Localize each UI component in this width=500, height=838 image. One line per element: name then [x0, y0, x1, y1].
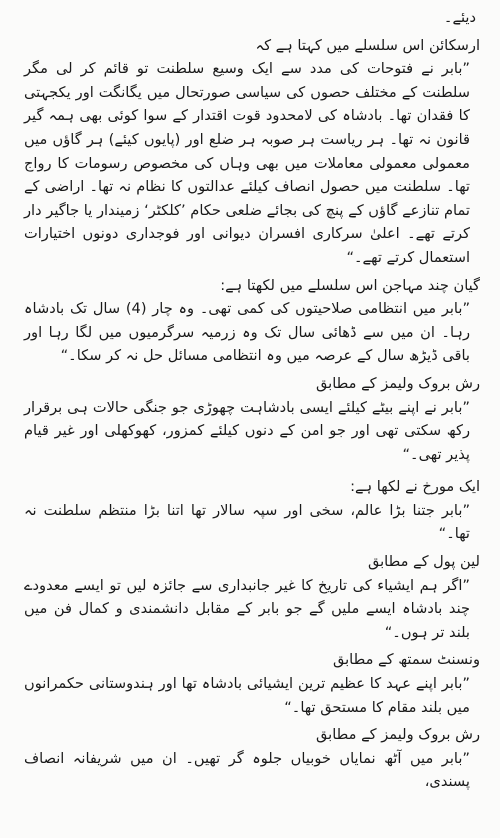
historian-intro: ایک مورخ نے لکھا ہے: — [350, 478, 480, 496]
erskine-intro: ارسکائن اس سلسلے میں کہتا ہے کہ — [255, 36, 480, 54]
rushbrook-second-intro: رش بروک ولیمز کے مطابق — [316, 726, 480, 744]
lanepoole-intro: لین پول کے مطابق — [367, 553, 480, 571]
historian-quote: ”بابر جتنا بڑا عالم، سخی اور سپہ سالار تھا اتنا بڑا منتظم سلطنت نہ تھا۔“ — [24, 501, 470, 543]
rushbrook-intro: رش بروک ولیمز کے مطابق — [316, 374, 480, 392]
smith-quote: ”بابر اپنے عہد کا عظیم ترین ایشیائی بادشاہ تھا اور ہندوستانی حکمرانوں میں بلند مقام کا مستحق تھا۔“ — [24, 675, 470, 716]
smith-intro: ونسنٹ سمتھ کے مطابق — [332, 651, 480, 669]
rushbrook-second-quote: ”بابر میں آٹھ نمایاں خوبیاں جلوہ گر تھیں۔ ان میں شریفانہ انصاف پسندی، — [24, 749, 470, 791]
lanepoole-quote: ”اگر ہم ایشیاء کی تاریخ کا غیر جانبداری سے جائزہ لیں تو ایسے معدودے چند بادشاہ ایسے ملیں گے جو بابر کے مقابل دانشمندی و کمال فن میں بلند تر ہوں۔“ — [24, 576, 470, 641]
erskine-quote: ”بابر نے فتوحات کی مدد سے ایک وسیع سلطنت تو قائم کر لی مگر سلطنت کے مختلف حصوں کی سیاسی صورتحال میں یگانگت اور یکجہتی کا فقدان تھا۔ بادشاہ کی لامحدود قوت اقتدار کے سوا کوئی بھی ہمہ گیر قانون نہ تھا۔ ہر ریاست ہر صوبہ ہر ضلع اور (پایوں کیئے) ہر گاؤں میں معمولی معمولی معاملات میں بھی وہاں کی مخصوص رسومات کا رواج تھا۔ سلطنت میں حصول انصاف کیلئے عدالتوں کا نظام نہ تھا۔ اراضی کے تمام تنازعے گاؤں کے پنچ کی بجائے ضلعی حکام ’کلکٹر‘ زمیندار یا جاگیر دار کرتے تھے۔ اعلیٰ سرکاری افسران دیوانی اور فوجداری دونوں اختیارات استعمال کرتے تھے۔“ — [24, 60, 470, 266]
mahajan-quote: ”بابر میں انتظامی صلاحیتوں کی کمی تھی۔ وہ چار (4) سال تک بادشاہ رہا۔ ان میں سے ڈھائی سال تک وہ زرمیہ سرگرمیوں میں لگا رہا اور باقی ڈیڑھ سال کے عرصہ میں وہ انتظامی مسائل حل نہ کر سکا۔“ — [24, 300, 470, 365]
paragraph-continuation: دیئے۔ — [443, 9, 476, 26]
mahajan-intro: گیان چند مہاجن اس سلسلے میں لکھتا ہے: — [220, 276, 480, 294]
rushbrook-quote: ”بابر نے اپنے بیٹے کیلئے ایسی بادشاہت چھوڑی جو جنگی حالات ہی برقرار رکھ سکتی تھی اور جو امن کے دنوں کیلئے کمزور، کھوکھلی اور غیر قیام پذیر تھی۔“ — [24, 398, 470, 463]
paragraph-gap — [24, 466, 480, 471]
urdu-text-column — [24, 6, 480, 794]
